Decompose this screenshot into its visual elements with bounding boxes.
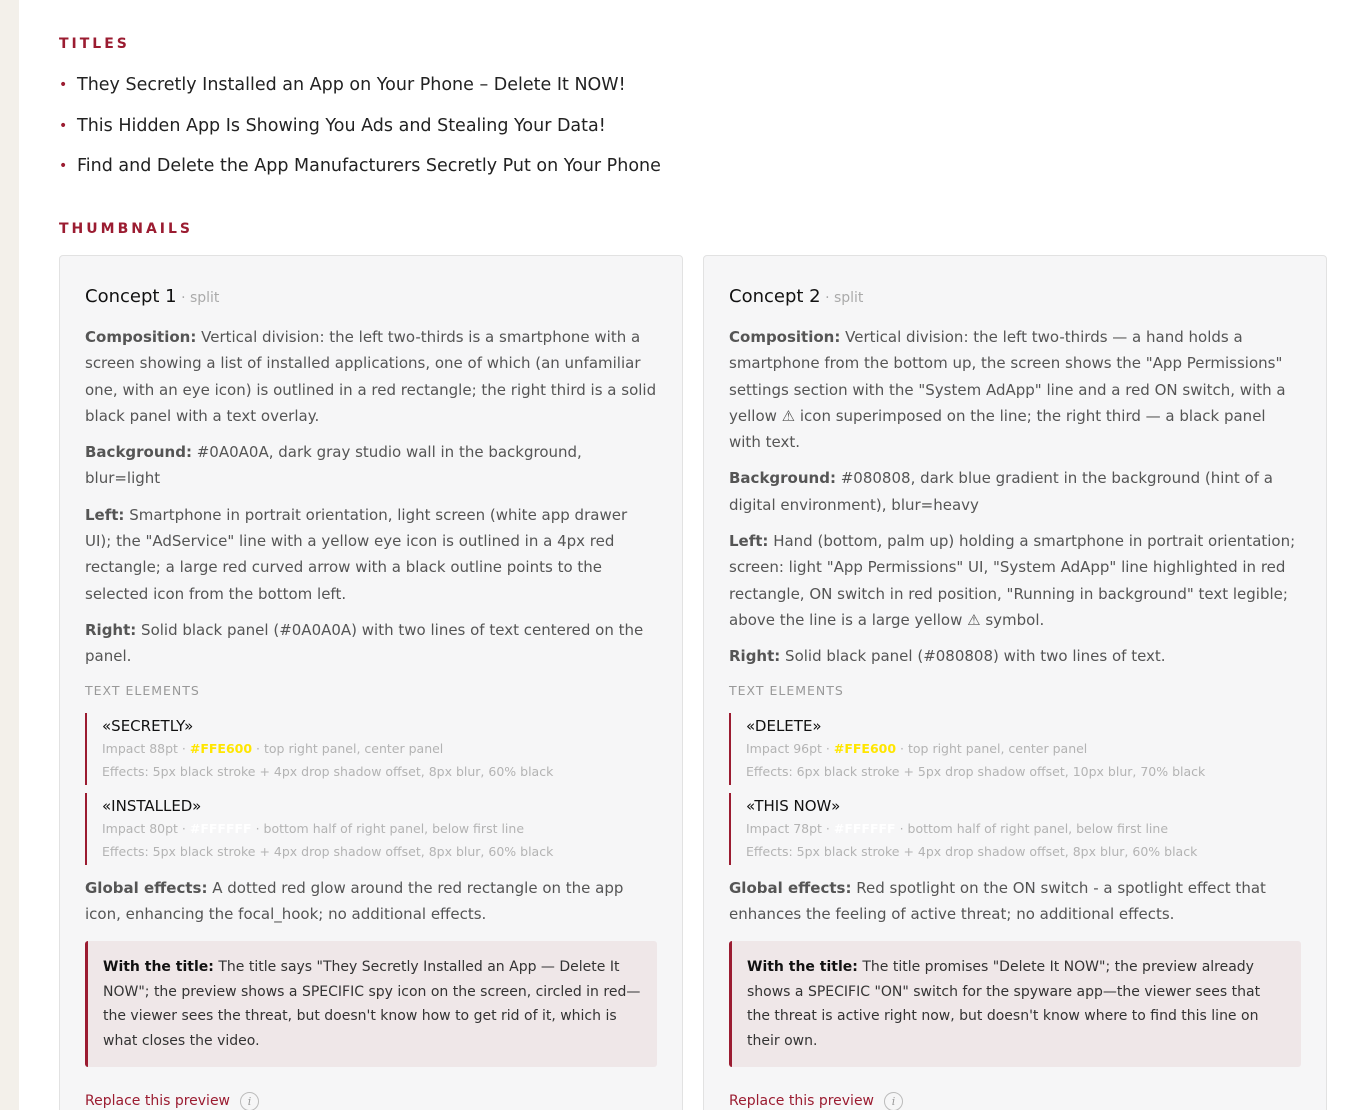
- background-label: Background:: [85, 443, 192, 462]
- right-label: Right:: [85, 620, 137, 639]
- text-element: [85, 793, 657, 865]
- title-item: [59, 113, 661, 154]
- bullet-icon: •: [59, 117, 68, 134]
- color-swatch-text: #FFE600: [189, 740, 253, 756]
- text-element-text: «SECRETLY»: [102, 716, 194, 735]
- text-element-meta: [102, 817, 657, 840]
- background-paragraph: [85, 439, 657, 492]
- text-element-text: «INSTALLED»: [102, 796, 202, 815]
- concept-card-2: [703, 255, 1327, 1110]
- composition-text: Vertical division: the left two-thirds — a hand holds a smartphone from the bottom up, the screen shows the "App Permissions" settings section with the "System AdApp" line and a red ON switch, with a yellow ⚠ icon superimposed on the line; the right third — a black panel with text.: [729, 328, 1286, 452]
- text-element: [729, 713, 1301, 785]
- text-element-meta: [746, 737, 1301, 760]
- text-element: [729, 793, 1301, 865]
- composition-label: Composition:: [85, 328, 197, 346]
- right-text: Solid black panel (#080808) with two lines of text.: [780, 647, 1166, 666]
- title-item: [59, 153, 661, 194]
- titles-list: [59, 72, 661, 194]
- right-label: Right:: [729, 647, 781, 666]
- global-effects-text: Red spotlight on the ON switch - a spotlight effect that enhances the feeling of active threat; no additional effects.: [729, 878, 1266, 923]
- title-item: [59, 72, 661, 113]
- main-page: [19, 0, 1366, 1110]
- info-icon[interactable]: i: [240, 1092, 259, 1110]
- background-text: #080808, dark blue gradient in the background (hint of a digital environment), blur=heavy: [729, 469, 1273, 514]
- callout-label: With the title:: [747, 959, 858, 976]
- global-effects-paragraph: [85, 875, 657, 928]
- placement-text: · top right panel, center panel: [896, 740, 1088, 756]
- font-spec: Impact 88pt ·: [102, 740, 190, 756]
- replace-row: [85, 1089, 657, 1110]
- left-text: Hand (bottom, palm up) holding a smartphone in portrait orientation; screen: light "App Permissions" UI, "System AdApp" line highlighted in red rectangle, ON switch in red position, "Running in background" text legible; above the line is a large yellow ⚠ symbol.: [729, 532, 1296, 629]
- title-callout: [85, 941, 657, 1067]
- left-paragraph: [85, 502, 657, 607]
- global-effects-text: A dotted red glow around the red rectangle on the app icon, enhancing the focal_hook; no additional effects.: [85, 878, 624, 923]
- replace-preview-link[interactable]: Replace this preview: [85, 1093, 231, 1110]
- composition-text: Vertical division: the left two-thirds is a smartphone with a screen showing a list of installed applications, one of which (an unfamiliar one, with an eye icon) is outlined in a red rectangle; the right third is a solid black panel with a text overlay.: [85, 328, 657, 425]
- global-effects-label: Global effects:: [729, 878, 852, 897]
- text-element-effects: Effects: 5px black stroke + 4px drop shadow offset, 8px blur, 60% black: [102, 843, 554, 859]
- color-swatch-text: #FFFFFF: [189, 820, 252, 836]
- right-paragraph: [729, 643, 1301, 669]
- concept-header: [85, 282, 657, 314]
- callout-label: With the title:: [103, 959, 214, 976]
- text-element-meta: [746, 817, 1301, 840]
- concept-card-1: [59, 255, 683, 1110]
- text-elements-label: TEXT ELEMENTS: [85, 682, 200, 698]
- thumbnails-section-label: THUMBNAILS: [59, 221, 194, 237]
- placement-text: · bottom half of right panel, below first line: [251, 820, 525, 836]
- concept-title: Concept 1: [85, 286, 177, 307]
- right-text: Solid black panel (#0A0A0A) with two lines of text centered on the panel.: [85, 620, 644, 666]
- color-swatch-text: #FFE600: [833, 740, 897, 756]
- bullet-icon: •: [59, 77, 68, 93]
- global-effects-paragraph: [729, 875, 1301, 928]
- concept-header: [729, 282, 1301, 314]
- text-element-effects: Effects: 5px black stroke + 4px drop shadow offset, 8px blur, 60% black: [746, 843, 1198, 859]
- text-elements-label: TEXT ELEMENTS: [729, 682, 844, 698]
- composition-paragraph: [85, 324, 657, 429]
- font-spec: Impact 96pt ·: [746, 740, 834, 756]
- title-callout: [729, 941, 1301, 1067]
- concept-kind: · split: [176, 290, 220, 306]
- title-text: This Hidden App Is Showing You Ads and Stealing Your Data!: [77, 115, 606, 136]
- left-label: Left:: [729, 532, 769, 551]
- text-element-effects: Effects: 5px black stroke + 4px drop shadow offset, 8px blur, 60% black: [102, 763, 554, 779]
- composition-label: Composition:: [729, 328, 841, 346]
- background-text: #0A0A0A, dark gray studio wall in the background, blur=light: [85, 443, 582, 488]
- title-text: They Secretly Installed an App on Your Phone – Delete It NOW!: [77, 75, 626, 95]
- concept-kind: · split: [820, 290, 864, 306]
- left-label: Left:: [85, 505, 125, 524]
- concept-title: Concept 2: [729, 286, 821, 307]
- titles-section-label: TITLES: [59, 36, 130, 52]
- replace-preview-link[interactable]: Replace this preview: [729, 1093, 875, 1110]
- background-paragraph: [729, 465, 1301, 518]
- placement-text: · top right panel, center panel: [252, 740, 444, 756]
- placement-text: · bottom half of right panel, below first line: [895, 820, 1169, 836]
- info-icon[interactable]: i: [884, 1092, 903, 1110]
- global-effects-label: Global effects:: [85, 878, 208, 897]
- left-text: Smartphone in portrait orientation, light screen (white app drawer UI); the "AdService" line with a yellow eye icon is outlined in a 4px red rectangle; a large red curved arrow with a black outline points to the selected icon from the bottom left.: [85, 505, 628, 603]
- bullet-icon: •: [59, 158, 68, 174]
- text-element-text: «DELETE»: [746, 716, 822, 735]
- right-paragraph: [85, 617, 657, 670]
- composition-paragraph: [729, 324, 1301, 455]
- font-spec: Impact 80pt ·: [102, 820, 190, 836]
- text-element-text: «THIS NOW»: [746, 796, 841, 815]
- text-element-effects: Effects: 6px black stroke + 5px drop shadow offset, 10px blur, 70% black: [746, 763, 1206, 779]
- text-element-meta: [102, 737, 657, 760]
- text-element: [85, 713, 657, 785]
- color-swatch-text: #FFFFFF: [833, 820, 896, 836]
- background-label: Background:: [729, 469, 836, 488]
- callout-text: The title says "They Secretly Installed an App — Delete It NOW"; the preview shows a SPECIFIC spy icon on the screen, circled in red—the viewer sees the threat, but doesn't know how to get rid of it, which is what closes the video.: [103, 959, 641, 1049]
- replace-row: [729, 1089, 1301, 1110]
- callout-text: The title promises "Delete It NOW"; the preview already shows a SPECIFIC "ON" switch for the spyware app—the viewer sees that the threat is active right now, but doesn't know where to find this line on their own.: [747, 959, 1261, 1049]
- font-spec: Impact 78pt ·: [746, 820, 834, 836]
- left-paragraph: [729, 528, 1301, 633]
- title-text: Find and Delete the App Manufacturers Secretly Put on Your Phone: [77, 156, 661, 176]
